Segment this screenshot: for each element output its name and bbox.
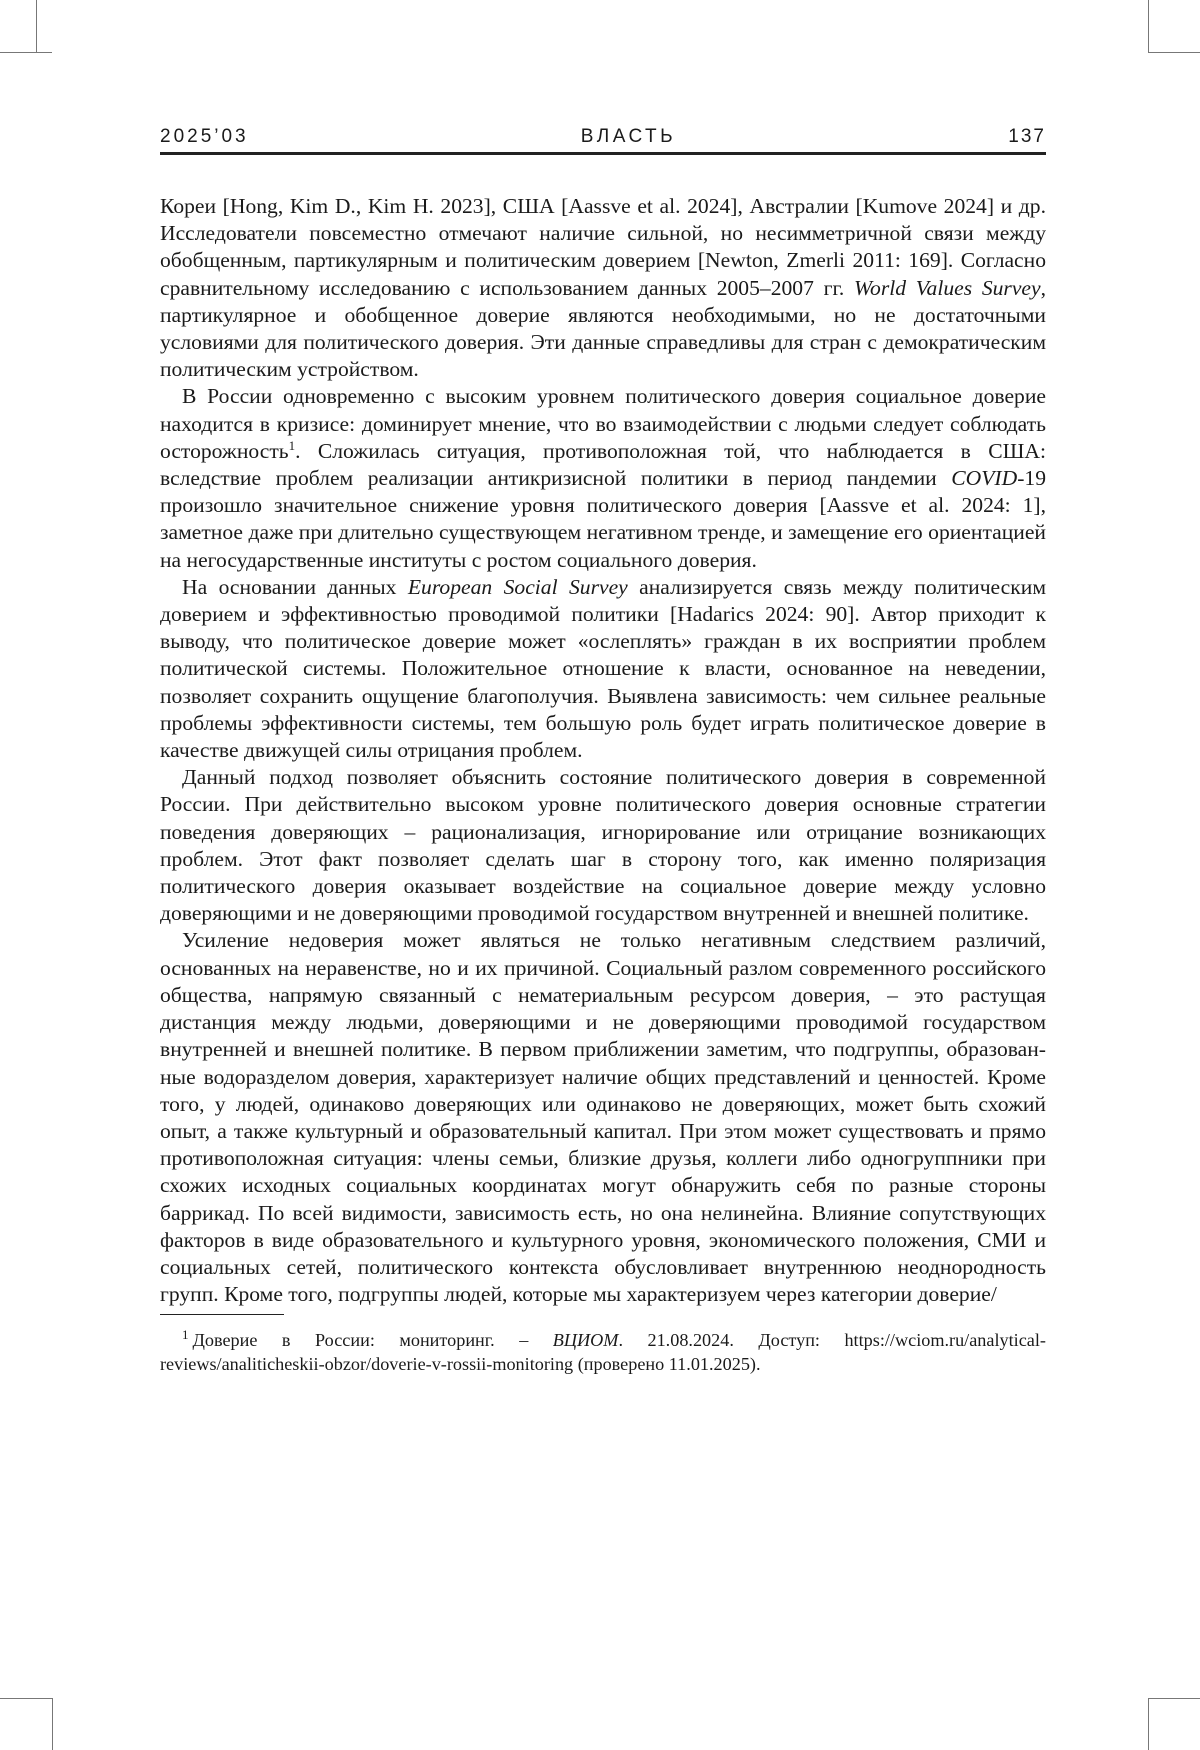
text-run: . Сложилась ситуация, противоположная той, что наблюдается в США: вследствие проблем реализации антикризисной политики в период пандемии	[160, 438, 1046, 491]
footnotes	[160, 1323, 1046, 1376]
crop-mark	[1148, 1698, 1149, 1750]
text-run: Кореи [Hong, Kim D., Kim H. 2023], США [Aassve et al. 2024], Австралии [Kumove 2024] и др. Исследователи повсеместно отмечают наличие сильной, но несимметричной связи между обобщенным, партикулярным и политическим доверием [Newton, Zmerli 2011: 169]. Согласно сравнительному исследованию с использованием данных 2005–2007 гг.	[160, 194, 1046, 300]
footnote-marker: 1	[182, 1327, 189, 1343]
crop-mark	[0, 1698, 52, 1699]
crop-mark	[1148, 1698, 1200, 1699]
running-head	[160, 122, 1046, 155]
journal-page	[160, 122, 1046, 1376]
crop-mark	[36, 0, 37, 52]
footnote-reference[interactable]: 1	[288, 437, 296, 453]
issue-number: 2025’03	[160, 126, 249, 147]
text-run: Данный подход позволяет объяснить состояние политического доверия в современной России. При действительно высоком уровне политического доверия основные стратегии поведения доверяющих – рационализация, игнорирование или отрицание возникающих проблем. Этот факт позволяет сделать шаг в сторону того, как именно поляризация политического доверия оказывает воздействие на социальное доверие между условно доверяющими и не доверяющими проводимой государством внутренней и внешней политике.	[160, 765, 1046, 926]
text-run: анализируется связь между политическим доверием и эффективностью проводимой политики [Hadarics 2024: 90]. Автор приходит к выводу, что политическое доверие может «ослеплять» граждан в их восприятии проблем политической системы. Положительное отношение к власти, основанное на неведении, позволяет сохранить ощущение благополучия. Выявлена зависимость: чем сильнее реальные проблемы эффективности системы, тем большую роль будет играть политическое доверие в качестве движущей силы отрицания проблем.	[160, 574, 1046, 763]
italic-text: World Values Survey	[854, 275, 1041, 300]
crop-mark	[52, 1698, 53, 1750]
italic-text: COVID	[951, 466, 1018, 491]
text-run: В России одновременно с высоким уровнем политического доверия социальное доверие находится в кризисе: доминирует мнение, что во взаимодействии с людьми следует соблюдать осторожность	[160, 384, 1046, 463]
journal-title: ВЛАСТЬ	[580, 126, 677, 147]
crop-mark	[1148, 0, 1149, 52]
crop-mark	[0, 52, 52, 53]
text-run: Усиление недоверия может являться не только негативным следствием различий, основанных на неравенстве, но и их причиной. Социальный разлом современного российского общества, напрямую связанный с нематериальным ресурсом доверия, – это растущая дистанция между людьми, доверяющими и не доверяющими проводимой государством внутренней и внешней политике. В первом приближении заметим, что подгруппы, образованные водоразделом доверия, характеризует наличие общих представлений и ценностей. Кроме того, у людей, одинаково доверяющих или одинаково не доверяющих, может быть схожий опыт, а также культурный и образовательный капитал. При этом может существовать и прямо противоположная ситуация: члены семьи, близкие друзья, коллеги либо одногруппники при схожих исходных социальных координатах могут обнаружить себя по разные стороны баррикад. По всей видимости, зависимость есть, но она нелинейна. Влияние сопутствующих факторов в виде образовательного и культурного уровня, экономического положения, СМИ и социальных сетей, политического контекста обусловливает внутреннюю неоднородность групп. Кроме того, подгруппы людей, которые мы характеризуем через категории доверие/	[160, 928, 1046, 1307]
crop-mark	[1148, 52, 1200, 53]
article-body	[160, 193, 1046, 1308]
italic-text: European Social Survey	[407, 574, 628, 599]
paragraph	[160, 764, 1046, 927]
text-run: . 21.08.2024. Доступ: https://wciom.ru/analytical-reviews/analiticheskii-obzor/doverie-v-rossii-monitoring (проверено 11.01.2025).	[160, 1330, 1046, 1375]
footnote	[160, 1323, 1046, 1376]
paragraph	[160, 927, 1046, 1308]
paragraph	[160, 383, 1046, 573]
text-run: , партикулярное и обобщенное доверие являются необходимыми, но не достаточными условиями для политического доверия. Эти данные справедливы для стран с демократическим политическим устройством.	[160, 275, 1046, 382]
italic-text: ВЦИОМ	[552, 1330, 619, 1351]
page-number: 137	[1008, 126, 1046, 147]
paragraph	[160, 193, 1046, 383]
text-run: Доверие в России: мониторинг. –	[192, 1330, 553, 1351]
text-run: -19 произошло значительное снижение уровня политического доверия [Aassve et al. 2024: 1], заметное даже при длительно существующем негативном тренде, и замещение его ориентацией на негосударственные институты с ростом социального доверия.	[160, 466, 1046, 572]
footnote-divider	[160, 1314, 284, 1315]
paragraph	[160, 574, 1046, 764]
text-run: На основании данных	[182, 574, 408, 599]
